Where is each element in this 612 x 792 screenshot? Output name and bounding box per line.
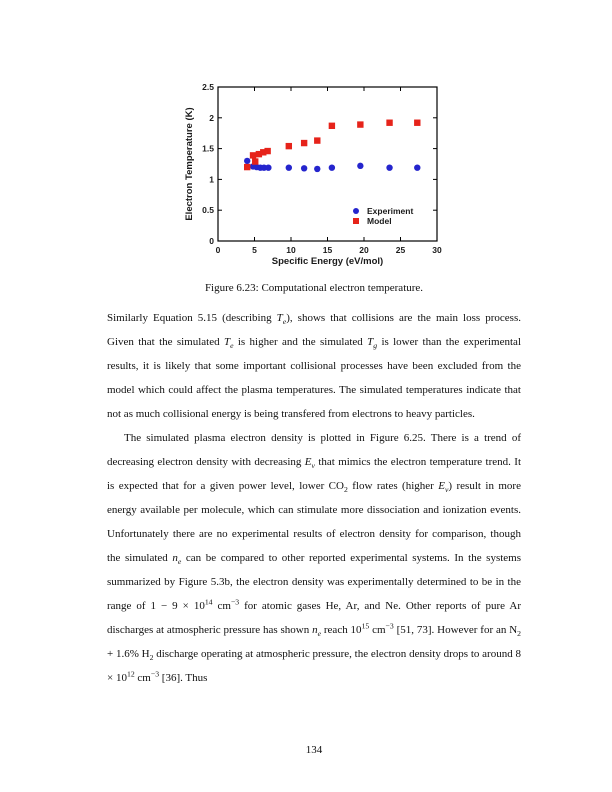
data-point-experiment <box>286 164 292 170</box>
y-tick-label: 2 <box>209 112 214 123</box>
data-point-model <box>357 121 363 127</box>
data-point-model <box>301 140 307 146</box>
data-point-model <box>286 143 292 149</box>
y-tick-label: 0 <box>209 236 214 246</box>
y-tick-label: 0.5 <box>202 205 214 216</box>
legend-label-experiment: Experiment <box>367 206 414 216</box>
plot-box <box>218 87 437 241</box>
x-tick-label: 10 <box>286 245 296 255</box>
x-tick-label: 30 <box>432 245 442 255</box>
y-tick-label: 2.5 <box>202 82 214 92</box>
data-point-experiment <box>386 164 392 170</box>
data-point-model <box>329 123 335 129</box>
legend-marker-model <box>353 218 359 224</box>
data-point-experiment <box>329 164 335 170</box>
data-point-model <box>250 152 256 158</box>
y-axis-label: Electron Temperature (K) <box>184 107 195 221</box>
y-tick-label: 1.5 <box>202 143 214 154</box>
figure-caption: Figure 6.23: Computational electron temperature. <box>204 282 424 294</box>
data-point-experiment <box>414 164 420 170</box>
x-tick-label: 20 <box>359 245 369 255</box>
data-point-experiment <box>244 158 250 164</box>
x-tick-label: 5 <box>252 245 257 255</box>
x-tick-label: 25 <box>395 245 406 255</box>
body-text <box>107 306 521 690</box>
x-tick-label: 0 <box>215 245 221 255</box>
body-paragraph-1: Similarly Equation 5.15 (describing $T_e$), shows that collisions are the main loss process. Given that the simulated $T_e$ is higher and the simulated $T_g$ is lower than the experimental results, it is likely that some important collisional processes have been excluded from the model which could affect the plasma temperatures. The simulated temperatures indicate that not as much collisional energy is being transfered from electrons to heavy particles. <box>107 312 521 420</box>
body-paragraph-2: The simulated plasma electron density is plotted in Figure 6.25. There is a trend of decreasing electron density with decreasing $E_v$ that mimics the electron temperature trend. It is expected that for a given power level, lower $CO_2$ flow rates (higher $E_v$) result in more energy available per molecule, which can stimulate more dissociation and ionization events. Unfortunately there are no experimental results of electron density for comparison, though the simulated $n_e$ can be compared to other reported experimental systems. In the systems summarized by Figure 5.3b, the electron density was experimentally determined to be in the range of $1 - 9 \times 10^{14}$ $cm^{-3}$ for atomic gases He, Ar, and Ne. Other reports of pure Ar discharges at atmospheric pressure has shown $n_e$ reach $10^{15}$ $cm^{-3}$ [51, 73]. However for an $N_2 + 1.6\%$ $H_2$ discharge operating at atmospheric pressure, the electron density drops to around $8 \times 10^{12}$ $cm^{-3}$ [36]. Thus <box>107 432 522 684</box>
data-point-experiment <box>265 164 271 170</box>
data-point-experiment <box>301 165 307 171</box>
data-point-experiment <box>357 163 363 169</box>
figure-chart-svg <box>180 78 452 274</box>
data-point-model <box>244 164 250 170</box>
page-number: 134 <box>305 744 323 756</box>
x-axis-label: Specific Energy (eV/mol) <box>271 256 384 267</box>
data-point-experiment <box>314 166 320 172</box>
y-tick-label: 1 <box>209 174 214 185</box>
legend-marker-experiment <box>353 208 359 214</box>
data-point-model <box>264 148 270 154</box>
legend-label-model: Model <box>367 216 392 226</box>
x-tick-label: 15 <box>322 245 333 255</box>
figure-6-23 <box>180 78 452 274</box>
data-point-model <box>252 158 258 164</box>
data-point-model <box>314 137 320 143</box>
data-point-model <box>414 120 420 126</box>
data-point-model <box>386 120 392 126</box>
